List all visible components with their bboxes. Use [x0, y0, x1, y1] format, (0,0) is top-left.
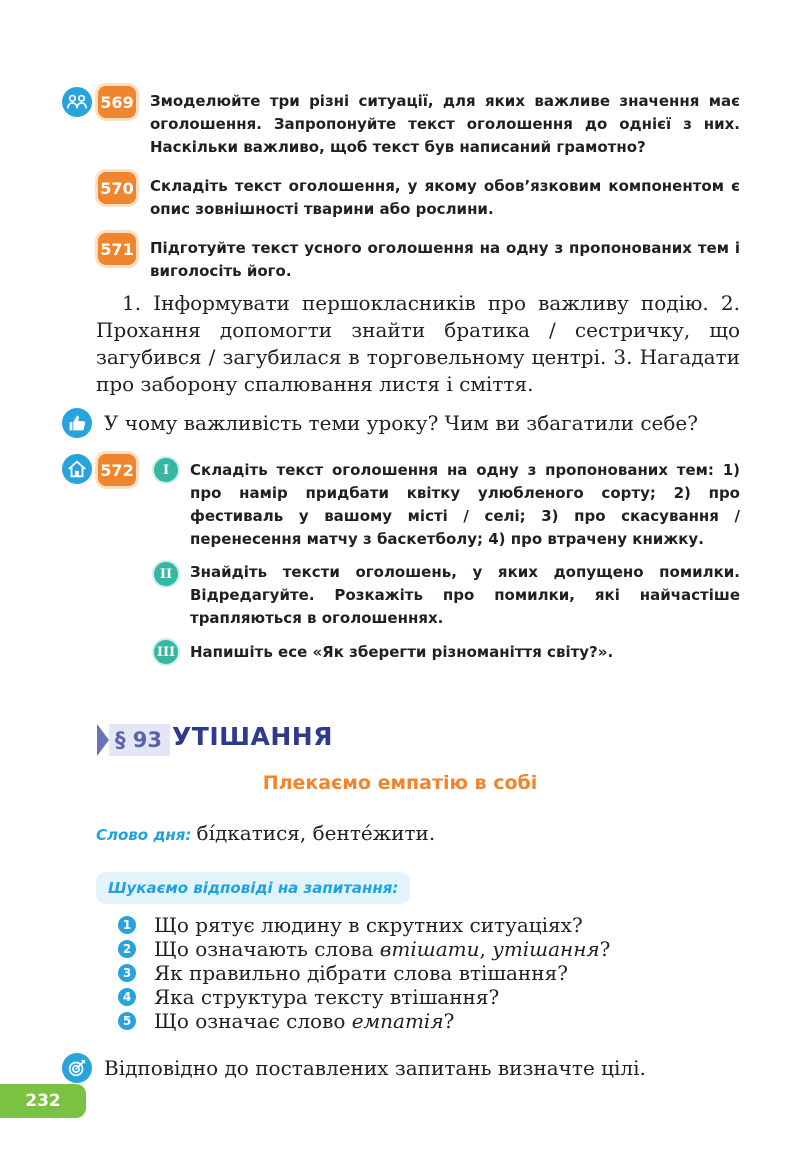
reflection-question: У чому важливість теми уроку? Чим ви збагатили себе? [104, 411, 698, 435]
questions-list [118, 913, 610, 1033]
question-number: 4 [118, 988, 136, 1006]
exercise-number-570: 570 [98, 172, 136, 204]
exercise-571-text: Підготуйте текст усного оголошення на одну з пропонованих тем і виголосіть його. [150, 239, 740, 280]
section-title: УТІШАННЯ [172, 722, 333, 751]
question-text: Яка структура тексту втішання? [154, 985, 500, 1009]
question-number: 3 [118, 964, 136, 982]
word-of-day-words: бі́дкатися, бенте́жити. [196, 821, 436, 845]
level-3-task: Напишіть есе «Як зберегти різноманіття світу?». [190, 643, 614, 661]
list-item [118, 961, 610, 985]
list-item [118, 937, 610, 961]
question-text: Що означають слова втішати, утішання? [154, 937, 611, 961]
level-1-task: Складіть текст оголошення на одну з пропонованих тем: 1) про намір придбати квітку улюбленого сорту; 2) про фестиваль у вашому місті / селі; 3) про скасування / перенесення матчу з баскетболу; 4) про втрачену книжку. [190, 461, 740, 548]
exercise-571-topics: 1. Інформувати першокласників про важливу подію. 2. Прохання допомогти знайти братика / сестричку, що загубився / загубилася в торговельному центрі. 3. Нагадати про заборону спалювання листя і сміття. [96, 291, 740, 396]
question-text: Що означає слово емпатія? [154, 1009, 455, 1033]
questions-header-box [96, 872, 410, 904]
level-1-badge: I [154, 458, 178, 482]
exercise-570-text: Складіть текст оголошення, у якому обов’язковим компонентом є опис зовнішності тварини або рослини. [150, 177, 740, 218]
level-2-task: Знайдіть тексти оголошень, у яких допущено помилки. Відредагуйте. Розкажіть про помилки, які найчастіше трапляються в оголошеннях. [190, 563, 740, 627]
exercise-number-571: 571 [98, 233, 136, 265]
thumbs-up-icon [62, 408, 92, 438]
home-icon [62, 454, 92, 484]
section-number: § 93 [109, 724, 170, 756]
exercise-number-572: 572 [98, 454, 136, 486]
section-chevron-icon [97, 724, 109, 756]
section-subtitle: Плекаємо емпатію в собі [262, 772, 538, 794]
list-item [118, 913, 610, 937]
word-of-day [96, 820, 435, 847]
questions-header: Шукаємо відповіді на запитання: [108, 879, 399, 897]
list-item [118, 985, 610, 1009]
word-of-day-label: Слово дня: [96, 826, 192, 844]
level-2-badge: II [154, 562, 178, 586]
section-number-tag [97, 724, 170, 756]
goal-target-icon [62, 1053, 92, 1083]
page-number: 232 [0, 1084, 86, 1118]
question-number: 1 [118, 916, 136, 934]
list-item [118, 1009, 610, 1033]
question-number: 2 [118, 940, 136, 958]
question-text: Як правильно дібрати слова втішання? [154, 961, 568, 985]
goals-instruction: Відповідно до поставлених запитань визначте цілі. [104, 1056, 646, 1080]
level-3-badge: III [154, 640, 178, 664]
question-number: 5 [118, 1012, 136, 1030]
exercise-number-569: 569 [98, 86, 136, 118]
exercise-569-text: Змоделюйте три різні ситуації, для яких важливе значення має оголошення. Запропонуйте текст оголошення до однієї з них. Наскільки важливо, щоб текст був написаний грамотно? [150, 92, 740, 156]
question-text: Що рятує людину в скрутних ситуаціях? [154, 913, 583, 937]
group-work-icon [62, 87, 92, 117]
